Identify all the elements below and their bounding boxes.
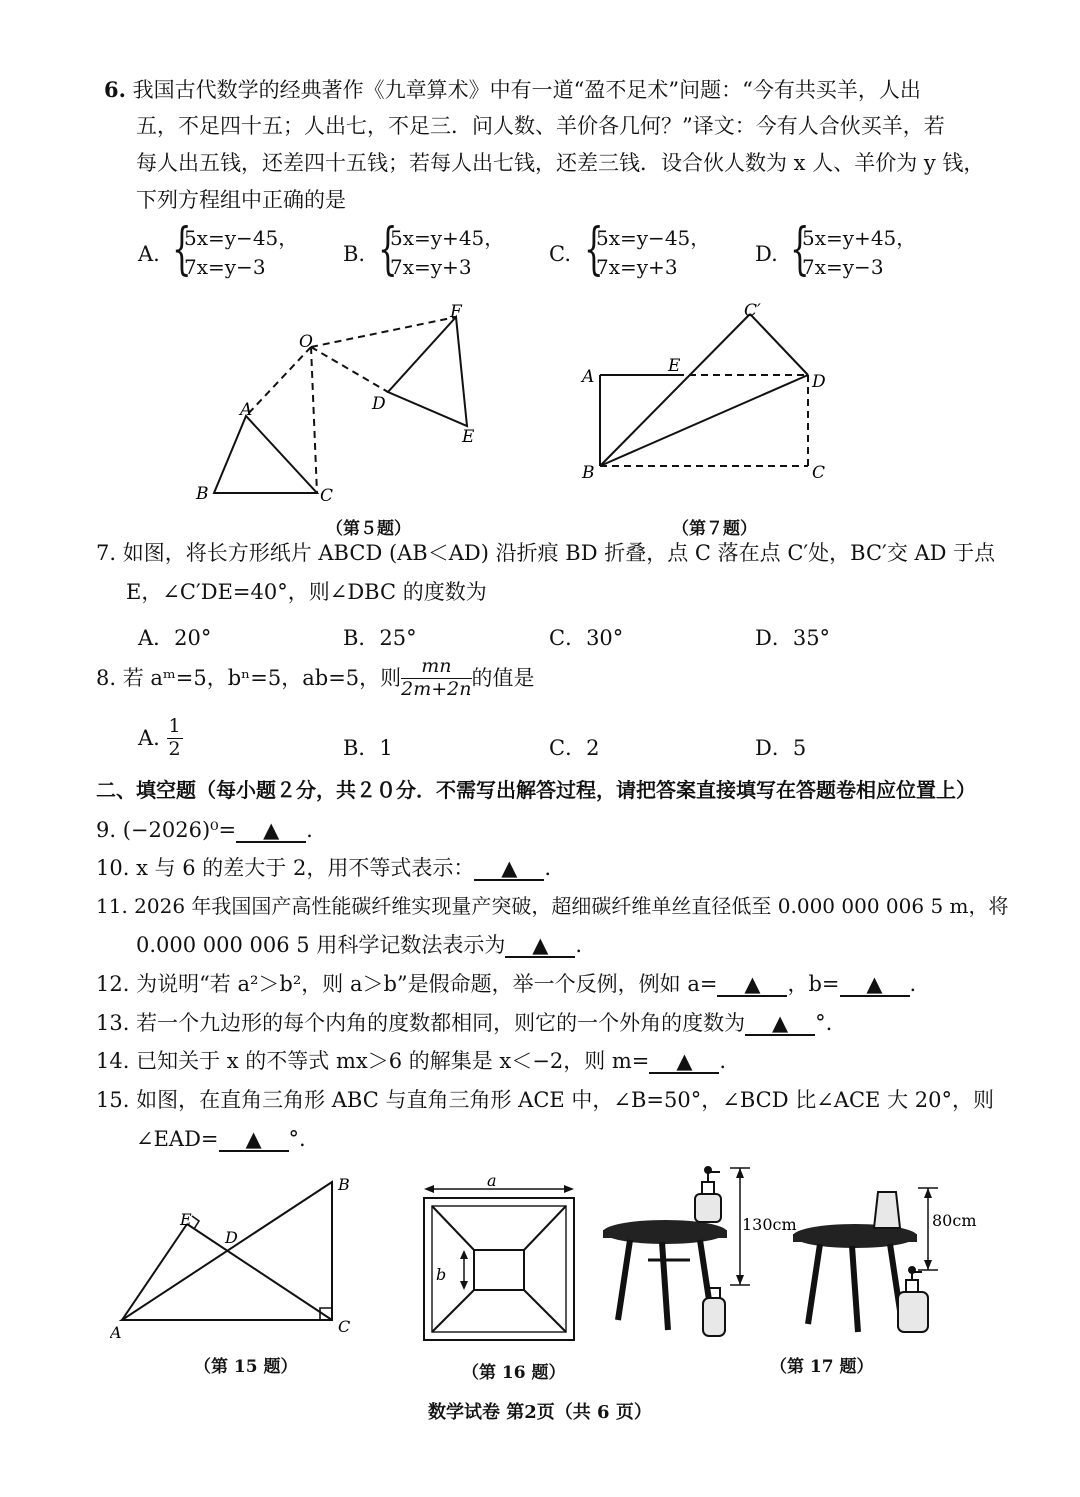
figure-17	[600, 1160, 990, 1345]
q13-text: 13. 若一个九边形的每个内角的度数都相同，则它的一个外角的度数为	[96, 1011, 746, 1035]
equation-1: 5x=y−45，	[184, 226, 299, 250]
label-c: C	[338, 1317, 351, 1336]
equation-system	[802, 224, 916, 282]
fraction-denominator: 2	[168, 737, 181, 760]
q14-line	[96, 1051, 726, 1074]
cup-on-table-icon	[874, 1192, 900, 1228]
q8-option-d: D．5	[755, 736, 807, 760]
answer-blank-a[interactable]: ▲	[717, 974, 787, 997]
q7-option-d: D．35°	[755, 626, 831, 650]
label-c: C	[812, 463, 826, 483]
answer-blank[interactable]: ▲	[745, 1013, 815, 1036]
section-2-title: 二、填空题（每小题２分，共２０分．不需写出解答过程，请把答案直接填写在答题卷相应位置上）	[96, 778, 976, 802]
figure-5	[180, 295, 500, 510]
q10-line	[96, 858, 551, 881]
q8-line	[96, 656, 535, 701]
equation-1: 5x=y+45，	[802, 226, 917, 250]
q8-fraction	[401, 656, 471, 701]
q9-text-end: .	[306, 818, 313, 842]
fraction-denominator: 2m+2n	[401, 677, 472, 700]
option-label: A.	[138, 242, 160, 266]
q11-text: 0.000 000 006 5 用科学记数法表示为	[136, 933, 506, 957]
q12-text: 12. 为说明“若 a²＞b²，则 a＞b”是假命题，举一个反例，例如 a=	[96, 972, 718, 996]
brace-icon: {	[172, 217, 192, 282]
figure-15	[110, 1170, 360, 1345]
page-footer: 数学试卷 第2页（共 6 页）	[428, 1402, 652, 1423]
q7-option-a: A．20°	[138, 626, 212, 650]
fraction-numerator: mn	[401, 656, 471, 679]
fig15-caption: （第 15 题）	[194, 1357, 298, 1377]
q12-text-end: .	[909, 972, 917, 996]
brace-icon: {	[790, 217, 810, 282]
label-b: B	[582, 463, 595, 483]
option-label: D.	[755, 242, 778, 266]
q6-line2: 五，不足四十五；人出七，不足三．问人数、羊价各几何？”译文：今有人合伙买羊，若	[136, 114, 945, 138]
q6-line1	[104, 79, 921, 101]
q14-text: 14. 已知关于 x 的不等式 mx＞6 的解集是 x＜−2，则 m=	[96, 1049, 650, 1073]
equation-2: 7x=y−3	[184, 255, 266, 279]
q8-text-end: 的值是	[471, 665, 535, 690]
q6-line3: 每人出五钱，还差四十五钱；若每人出七钱，还差三钱．设合伙人数为 x 人、羊价为 y 钱，	[136, 151, 985, 175]
q7-option-b: B．25°	[343, 626, 417, 650]
dashed-lines	[246, 317, 456, 493]
option-label: C.	[549, 242, 571, 266]
q15-text-end: °.	[288, 1127, 306, 1151]
q12-text-mid: ，b=	[787, 972, 840, 996]
q6-line4: 下列方程组中正确的是	[136, 188, 346, 212]
label-a: A	[240, 400, 253, 420]
q8-option-a-fraction	[167, 716, 183, 761]
fig16-caption: （第 16 题）	[462, 1363, 566, 1383]
label-a: A	[582, 367, 595, 387]
q7-option-c: C．30°	[549, 626, 624, 650]
q9-text: 9. (−2026)⁰=	[96, 818, 237, 842]
answer-blank[interactable]: ▲	[649, 1051, 719, 1074]
label-c-prime: C′	[744, 301, 761, 321]
q15-text: ∠EAD=	[136, 1127, 219, 1151]
answer-blank[interactable]: ▲	[505, 935, 575, 958]
q9-line	[96, 820, 313, 843]
fraction-numerator: 1	[168, 715, 181, 737]
equation-2: 7x=y+3	[596, 255, 678, 279]
label-e: E	[180, 1210, 192, 1229]
label-c: C	[320, 486, 334, 506]
label-a: A	[110, 1323, 122, 1342]
triangle-def	[388, 317, 467, 426]
triangle-abc	[214, 416, 317, 493]
q8-option-c: C．2	[549, 736, 600, 760]
bottle-on-table-icon	[695, 1167, 721, 1222]
q14-text-end: .	[719, 1049, 727, 1073]
bottle-under-right-table-icon	[898, 1267, 928, 1332]
q11-line1: 11. 2026 年我国国产高性能碳纤维实现量产突破，超细碳纤维单丝直径低至 0.000 000 006 5 m，将	[96, 894, 1009, 918]
q10-text-end: .	[544, 856, 552, 880]
height-label-130: 130cm	[742, 1215, 797, 1234]
answer-blank-b[interactable]: ▲	[840, 974, 910, 997]
equation-system	[596, 224, 710, 282]
q15-line2	[136, 1129, 306, 1152]
label-b: b	[436, 1265, 447, 1284]
q8-text: 8. 若 aᵐ=5，bⁿ=5，ab=5，则	[96, 665, 402, 690]
q7-line1: 7. 如图，将长方形纸片 ABCD (AB＜AD) 沿折痕 BD 折叠，点 C 落在点 C′处，BC′交 AD 于点	[96, 541, 996, 565]
equation-1: 5x=y+45，	[390, 226, 505, 250]
equation-system	[184, 224, 298, 282]
q15-line1: 15. 如图，在直角三角形 ABC 与直角三角形 ACE 中，∠B=50°，∠BCD 比∠ACE 大 20°，则	[96, 1088, 994, 1112]
brace-icon: {	[584, 217, 604, 282]
q13-line	[96, 1013, 832, 1036]
height-label-80: 80cm	[932, 1211, 977, 1230]
q11-text-end: .	[575, 933, 583, 957]
label-d: D	[812, 372, 826, 392]
q10-text: 10. x 与 6 的差大于 2，用不等式表示：	[96, 856, 475, 880]
label-f: F	[450, 302, 462, 322]
q7-line2: E，∠C′DE=40°，则∠DBC 的度数为	[126, 580, 487, 604]
q11-line2	[136, 935, 582, 958]
q13-text-end: °.	[815, 1011, 833, 1035]
label-d: D	[372, 394, 386, 414]
equation-2: 7x=y−3	[802, 255, 884, 279]
q8-option-b: B．1	[343, 736, 393, 760]
answer-blank[interactable]: ▲	[474, 858, 544, 881]
q12-line	[96, 974, 916, 997]
fig17-caption: （第 17 题）	[770, 1357, 874, 1377]
fig5-caption: （第５题）	[326, 519, 411, 539]
option-label: A.	[138, 725, 160, 750]
label-b: B	[196, 484, 209, 504]
label-e: E	[462, 427, 475, 447]
equation-system	[390, 224, 504, 282]
label-d: D	[225, 1228, 238, 1247]
q8-option-a	[138, 716, 183, 761]
equation-2: 7x=y+3	[390, 255, 472, 279]
brace-icon: {	[378, 217, 398, 282]
q6-number: 6.	[104, 77, 126, 102]
figure-7	[570, 295, 840, 495]
option-label: B.	[343, 242, 366, 266]
equation-1: 5x=y−45，	[596, 226, 711, 250]
answer-blank[interactable]: ▲	[219, 1129, 289, 1152]
label-a: a	[487, 1171, 497, 1190]
figure-16	[412, 1170, 587, 1345]
fig7-caption: （第７题）	[672, 519, 757, 539]
answer-blank[interactable]: ▲	[236, 820, 306, 843]
q6-text-1: 我国古代数学的经典著作《九章算术》中有一道“盈不足术”问题：“今有共买羊，人出	[132, 78, 921, 102]
label-b: B	[338, 1175, 350, 1194]
label-o: O	[299, 332, 313, 352]
label-e: E	[668, 356, 681, 376]
